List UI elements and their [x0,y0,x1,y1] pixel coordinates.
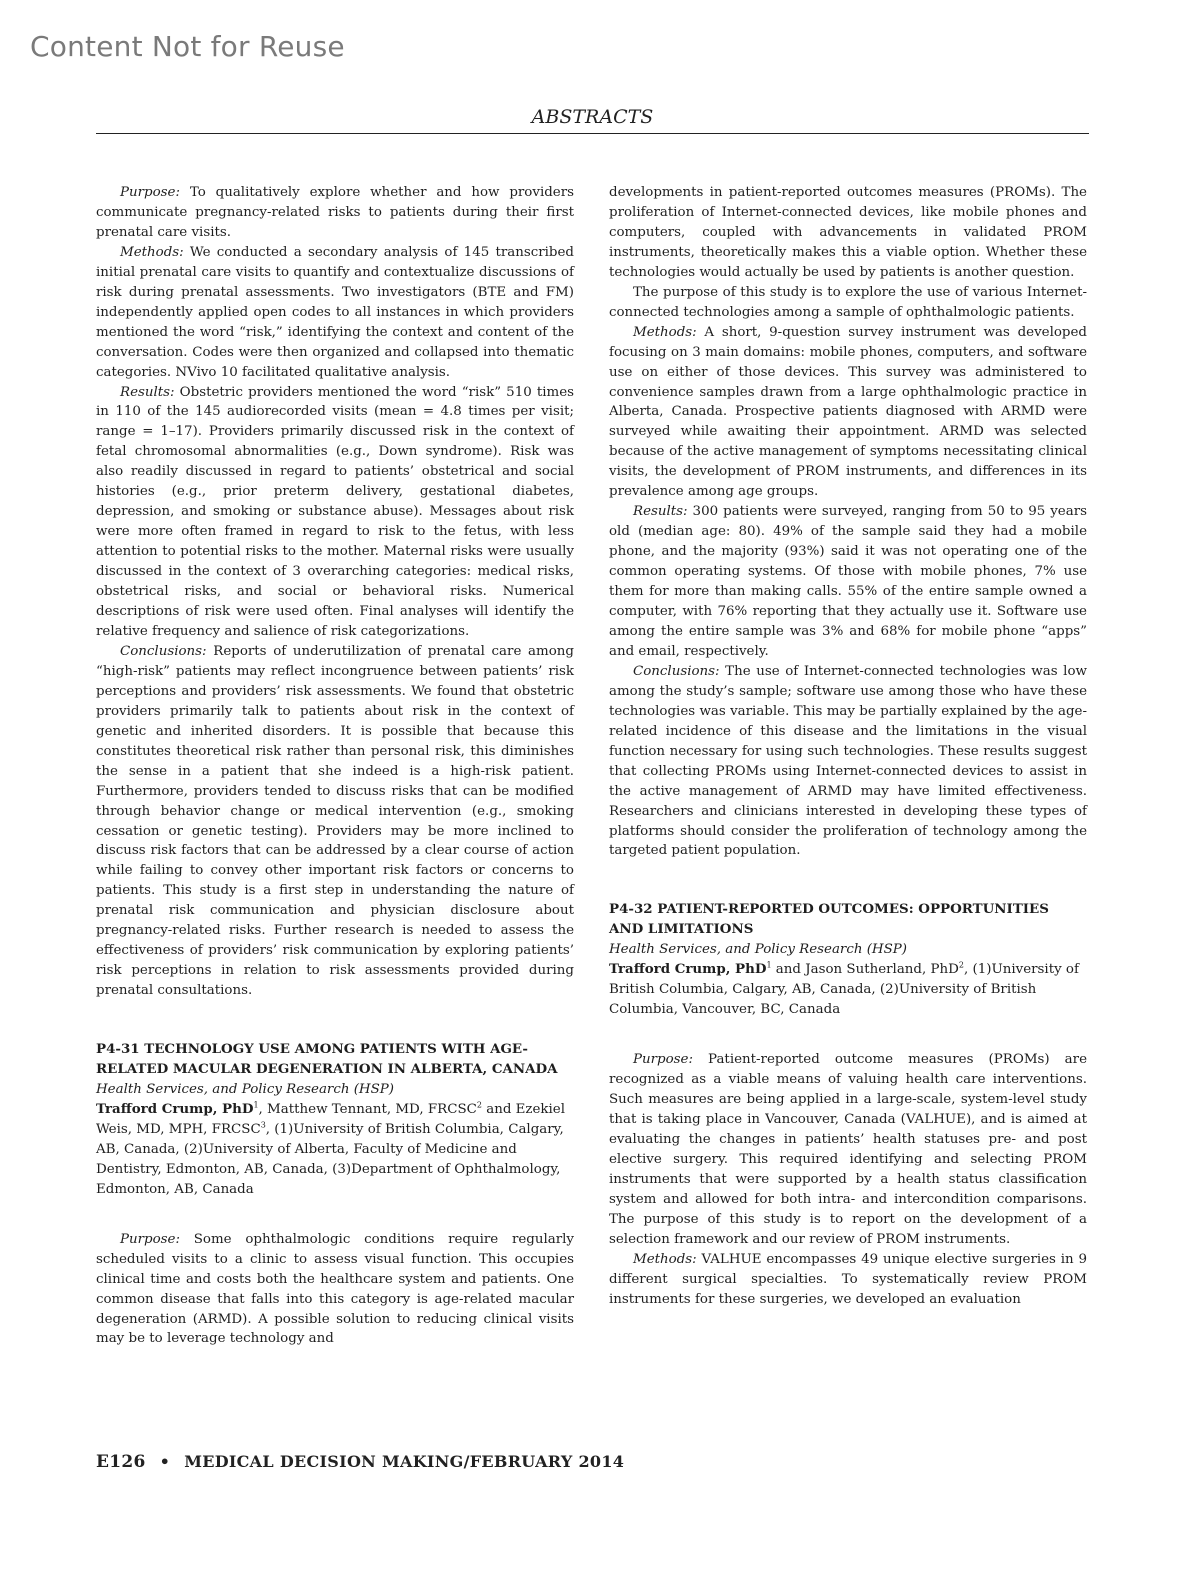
paragraph-text: 300 patients were surveyed, ranging from 50 to 95 years old (median age: 80). 49% of the sample said they had a mobile phone, and the majority (93%) said it was not operating one of the common operating systems. Of those with mobile phones, 7% use them for more than making calls. 55% of the entire sample owned a computer, with 76% reporting that they actually use it. Software use among the entire sample was 3% and 68% for mobile phone “apps” and email, respectively. [609,504,1087,659]
abstract-title-p4-32: P4-32 PATIENT-REPORTED OUTCOMES: OPPORTUNITIES AND LIMITATIONS [609,901,1049,938]
abstract-paragraph-purpose [96,1230,574,1350]
affiliation-marker: 1 [253,1100,259,1110]
left-column [96,183,574,1349]
paragraph-text: VALHUE encompasses 49 unique elective surgeries in 9 different surgical specialties. To systematically review PROM instruments for these surgeries, we developed an evaluation [609,1251,1087,1307]
page-footer [96,1452,624,1472]
abstract-category: Health Services, and Policy Research (HSP) [96,1081,395,1097]
running-head: ABSTRACTS [531,106,654,128]
affiliations: , (1)University of British Columbia, Calgary, AB, Canada, (2)University of British Columbia, Vancouver, BC, Canada [609,962,1079,1018]
right-column [609,183,1087,1310]
affiliation-marker: 2 [476,1100,482,1110]
affiliations: , (1)University of British Columbia, Calgary, AB, Canada, (2)University of Alberta, Faculty of Medicine and Dentistry, Edmonton, AB, Canada, (3)Department of Ophthalmology, Edmonton, AB, Canada [96,1121,564,1197]
journal-citation: MEDICAL DECISION MAKING/FEBRUARY 2014 [184,1452,625,1471]
abstract-paragraph-conclusions [96,642,574,1001]
paragraph-lead-label: Conclusions: [120,643,207,659]
author-name: and Ezekiel Weis, MD, MPH, FRCSC [96,1101,566,1137]
spacer [609,861,1087,900]
paragraph-lead-label: Methods: [633,1251,697,1267]
paragraph-lead-label: Methods: [120,244,184,260]
abstract-paragraph-results [609,502,1087,662]
paragraph-text: We conducted a secondary analysis of 145 transcribed initial prenatal care visits to quantify and contextualize discussions of risk during prenatal assessments. Two investigators (BTE and FM) independently applied open codes to all instances in which providers mentioned the word “risk,” identifying the context and content of the conversation. Codes were then organized and collapsed into thematic categories. NVivo 10 facilitated qualitative analysis. [96,244,574,380]
affiliation-marker: 1 [766,960,772,970]
paragraph-lead-label: Purpose: [120,185,180,200]
abstract-category: Health Services, and Policy Research (HSP) [609,942,908,958]
abstract-paragraph-methods [609,323,1087,503]
page-number: E126 [96,1452,146,1472]
watermark: Content Not for Reuse [30,30,345,63]
spacer [96,1001,574,1040]
affiliation-marker: 3 [260,1120,266,1130]
abstract-paragraph-continued: developments in patient-reported outcomes measures (PROMs). The proliferation of Internet-connected devices, like mobile phones and computers, coupled with advancements in validated PROM instruments, theoretically makes this a viable option. Whether these technologies would actually be used by patients is another question. [609,185,1087,280]
paragraph-lead-label: Results: [120,384,175,400]
bullet-separator: • [159,1452,171,1471]
author-name: Trafford Crump, PhD [96,1100,254,1117]
paragraph-lead-label: Methods: [633,324,697,340]
abstract-paragraph-results [96,383,574,642]
author-name: and Jason Sutherland, PhD [771,962,959,978]
paragraph-text: Patient-reported outcome measures (PROMs) are recognized as a viable means of valuing health care interventions. Such measures are being applied in a large-scale, system-level study that is taking place in Vancouver, Canada (VALHUE), and is aimed at evaluating the changes in patients’ health statuses pre- and post elective surgery. This required identifying and selecting PROM instruments that were supported by a health status classification system and allowed for both intra- and intercondition comparisons. The purpose of this study is to report on the development of a selection framework and our review of PROM instruments. [609,1052,1087,1247]
spacer [609,1020,1087,1050]
paragraph-text: The use of Internet-connected technologies was low among the study’s sample; software use among those who have these technologies was variable. This may be partially explained by the age-related incidence of this disease and the limitations in the visual function necessary for using such technologies. These results suggest that collecting PROMs using Internet-connected devices to assist in the active management of ARMD may have limited effectiveness. Researchers and clinicians interested in developing these types of platforms should consider the proliferation of technology among the targeted patient population. [609,663,1087,859]
paragraph-lead-label: Conclusions: [633,663,720,679]
abstract-title-p4-31: P4-31 TECHNOLOGY USE AMONG PATIENTS WITH AGE-RELATED MACULAR DEGENERATION IN ALBERTA, CANADA [96,1041,558,1078]
paragraph-lead-label: Purpose: [120,1231,180,1247]
paragraph-lead-label: Results: [633,504,688,520]
paragraph-text: To qualitatively explore whether and how providers communicate pregnancy-related risks to patients during their first prenatal care visits. [96,185,574,240]
abstract-paragraph: The purpose of this study is to explore the use of various Internet-connected technologies among a sample of ophthalmologic patients. [609,284,1087,320]
author-name: Trafford Crump, PhD [609,961,767,978]
paragraph-text: Obstetric providers mentioned the word “risk” 510 times in 110 of the 145 audiorecorded visits (mean = 4.8 times per visit; range = 1–17). Providers primarily discussed risk in the context of fetal chromosomal abnormalities (e.g., Down syndrome). Risk was also readily discussed in regard to patients’ obstetrical and social histories (e.g., prior preterm delivery, gestational diabetes, depression, and smoking or substance abuse). Messages about risk were more often framed in regard to risk to the fetus, with less attention to potential risks to the mother. Maternal risks were usually discussed in the context of 3 overarching categories: medical risks, obstetrical risks, and social or behavioral risks. Numerical descriptions of risk were used often. Final analyses will identify the relative frequency and salience of risk categorizations. [96,384,574,639]
affiliation-marker: 2 [958,960,964,970]
author-list [96,1100,574,1200]
header-rule [96,133,1089,134]
abstract-paragraph-methods [609,1250,1087,1310]
paragraph-text: Some ophthalmologic conditions require regularly scheduled visits to a clinic to assess visual function. This occupies clinical time and costs both the healthcare system and patients. One common disease that falls into this category is age-related macular degeneration (ARMD). A possible solution to reducing clinical visits may be to leverage technology and [96,1231,574,1347]
paragraph-text: A short, 9-question survey instrument was developed focusing on 3 main domains: mobile phones, computers, and software use on either of those devices. This survey was administered to convenience samples drawn from a large ophthalmologic practice in Alberta, Canada. Prospective patients diagnosed with ARMD were surveyed while awaiting their appointment. ARMD was selected because of the active management of symptoms necessitating clinical visits, the development of PROM instruments, and differences in its prevalence among age groups. [609,324,1087,500]
spacer [96,1200,574,1230]
author-name: , Matthew Tennant, MD, FRCSC [258,1101,477,1117]
abstract-paragraph-purpose [96,183,574,243]
abstract-paragraph-purpose [609,1050,1087,1250]
abstract-paragraph-methods [96,243,574,383]
abstract-paragraph-conclusions [609,662,1087,862]
paragraph-text: Reports of underutilization of prenatal care among “high-risk” patients may reflect incongruence between patients’ risk perceptions and providers’ risk assessments. We found that obstetric providers primarily talk to patients about risk in the context of genetic and inherited disorders. It is possible that because this constitutes theoretical risk rather than personal risk, this diminishes the sense in a patient that she indeed is a high-risk patient. Furthermore, providers tended to discuss risks that can be modified through behavior change or medical intervention (e.g., smoking cessation or genetic testing). Providers may be more inclined to discuss risk factors that can be addressed by a clear course of action while failing to convey other important risk factors or concerns to patients. This study is a first step in understanding the nature of prenatal risk communication and physician disclosure about pregnancy-related risks. Further research is needed to assess the effectiveness of providers’ risk communication by exploring patients’ risk perceptions in relation to risk assessments provided during prenatal consultations. [96,643,574,999]
paragraph-lead-label: Purpose: [633,1052,693,1068]
author-list [609,960,1087,1020]
